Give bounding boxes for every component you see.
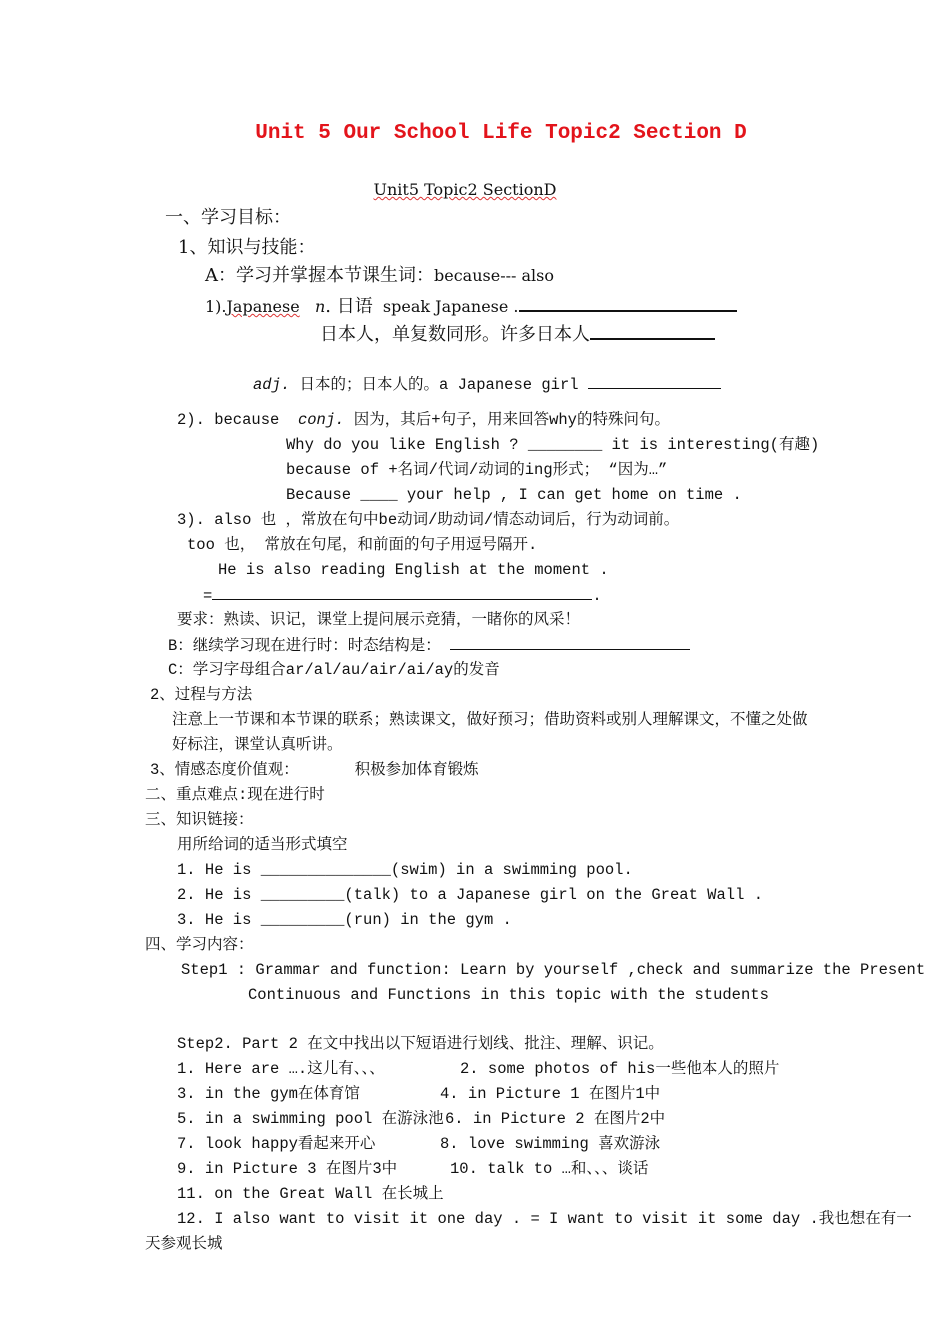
also-example: He is also reading English at the moment . — [218, 561, 609, 579]
part-a-words: because--- also — [434, 266, 554, 285]
phrase-5: 5. in a swimming pool 在游泳池 — [177, 1110, 444, 1128]
phrase-8: 8. love swimming 喜欢游泳 — [440, 1135, 661, 1153]
phrase-12-line-1: 12. I also want to visit it one day . = I want to visit it some day .我也想在有一 — [177, 1210, 912, 1228]
rewrite-period: . — [592, 587, 602, 605]
blank-japanese-girl — [588, 374, 721, 389]
blank-tense-structure — [450, 635, 690, 650]
blank-speak-japanese — [519, 296, 737, 312]
japanese-adj-line — [253, 374, 721, 395]
step2-line: Step2. Part 2 在文中找出以下短语进行划线、批注、理解、识记。 — [177, 1035, 664, 1053]
phrase-1: 1. Here are ….这儿有、、、 — [177, 1060, 385, 1078]
exercise-3: 3. He is _________(run) in the gym . — [177, 911, 512, 929]
japanese-pos: n — [314, 297, 326, 316]
japanese-adj-pos: adj. — [253, 376, 291, 394]
phrase-2: 2. some photos of his一些他本人的照片 — [460, 1060, 780, 1078]
part-b-text: B：继续学习现在进行时：时态结构是： — [168, 637, 441, 655]
phrase-4: 4. in Picture 1 在图片1中 — [440, 1085, 661, 1103]
section-1-3-line — [150, 760, 479, 780]
japanese-entry — [205, 296, 737, 317]
because-example-2: because of +名词/代词/动词的ing形式； “因为…” — [286, 461, 668, 479]
requirement-line: 要求：熟读、识记，课堂上提问展示竞猜，一睹你的风采！ — [177, 611, 581, 629]
document-title: Unit 5 Our School Life Topic2 Section D — [255, 122, 747, 145]
section-3-heading: 三、知识链接： — [145, 811, 254, 829]
method-line-1: 注意上一节课和本节课的联系；熟读课文，做好预习；借助资料或别人理解课文，不懂之处做 — [172, 711, 808, 729]
section-1-heading: 一、学习目标： — [165, 207, 291, 228]
section-1-3-heading: 3、情感态度价值观： — [150, 761, 299, 779]
too-line: too 也， 常放在句尾，和前面的句子用逗号隔开. — [187, 536, 538, 554]
part-c-line: C：学习字母组合ar/al/au/air/ai/ay的发音 — [168, 661, 500, 679]
document-subtitle — [0, 180, 930, 199]
also-line: 3). also 也 ，常放在句中be动词/助动词/情态动词后，行为动词前。 — [177, 511, 680, 529]
section-2-heading: 二、重点难点:现在进行时 — [145, 786, 325, 804]
blank-also-rewrite — [212, 585, 592, 600]
section-4-heading: 四、学习内容： — [145, 936, 254, 954]
equals-sign: = — [203, 587, 213, 605]
because-example-3: Because ____ your help , I can get home on time . — [286, 486, 742, 504]
phrase-10: 10. talk to …和、、、谈话 — [450, 1160, 649, 1178]
japanese-cn: . 日语 — [325, 296, 373, 317]
because-def: 因为，其后+句子，用来回答why的特殊问句。 — [353, 411, 670, 429]
phrase-12-line-2: 天参观长城 — [145, 1235, 223, 1253]
part-a-line — [205, 266, 554, 286]
step1-line-1: Step1 : Grammar and function: Learn by yourself ,check and summarize the Present — [181, 961, 926, 979]
step1-line-2: Continuous and Functions in this topic with the students — [248, 986, 769, 1004]
japanese-phrase: speak Japanese . — [382, 297, 519, 316]
section-1-3-value: 积极参加体育锻炼 — [354, 761, 479, 779]
japanese-num: 1). — [205, 297, 227, 316]
japanese-plural-line — [320, 324, 715, 345]
because-line — [177, 410, 670, 430]
section-1-1-heading: 1、知识与技能： — [178, 237, 316, 258]
exercise-1: 1. He is ______________(swim) in a swimming pool. — [177, 861, 633, 879]
phrase-11: 11. on the Great Wall 在长城上 — [177, 1185, 444, 1203]
fill-instruction: 用所给词的适当形式填空 — [177, 836, 348, 854]
part-b-line — [168, 635, 690, 656]
phrase-3: 3. in the gym在体育馆 — [177, 1085, 360, 1103]
because-pos: conj. — [297, 411, 345, 429]
exercise-2: 2. He is _________(talk) to a Japanese girl on the Great Wall . — [177, 886, 763, 904]
section-1-2-heading: 2、过程与方法 — [150, 686, 253, 704]
blank-many-japanese — [590, 324, 715, 340]
because-head: 2). because — [177, 411, 280, 429]
also-rewrite-line — [203, 585, 602, 606]
phrase-7: 7. look happy看起来开心 — [177, 1135, 376, 1153]
phrase-6: 6. in Picture 2 在图片2中 — [445, 1110, 666, 1128]
method-line-2: 好标注，课堂认真听讲。 — [172, 736, 343, 754]
japanese-word: Japanese — [226, 297, 300, 316]
because-example-1: Why do you like English ? ________ it is interesting(有趣) — [286, 436, 820, 454]
subtitle-text: Unit5 Topic2 SectionD — [373, 180, 557, 199]
phrase-9: 9. in Picture 3 在图片3中 — [177, 1160, 398, 1178]
japanese-adj: 日本的；日本人的。a Japanese girl — [299, 376, 579, 394]
japanese-plural: 日本人，单复数同形。许多日本人 — [320, 324, 590, 345]
part-a-heading: A：学习并掌握本节课生词： — [205, 265, 434, 286]
